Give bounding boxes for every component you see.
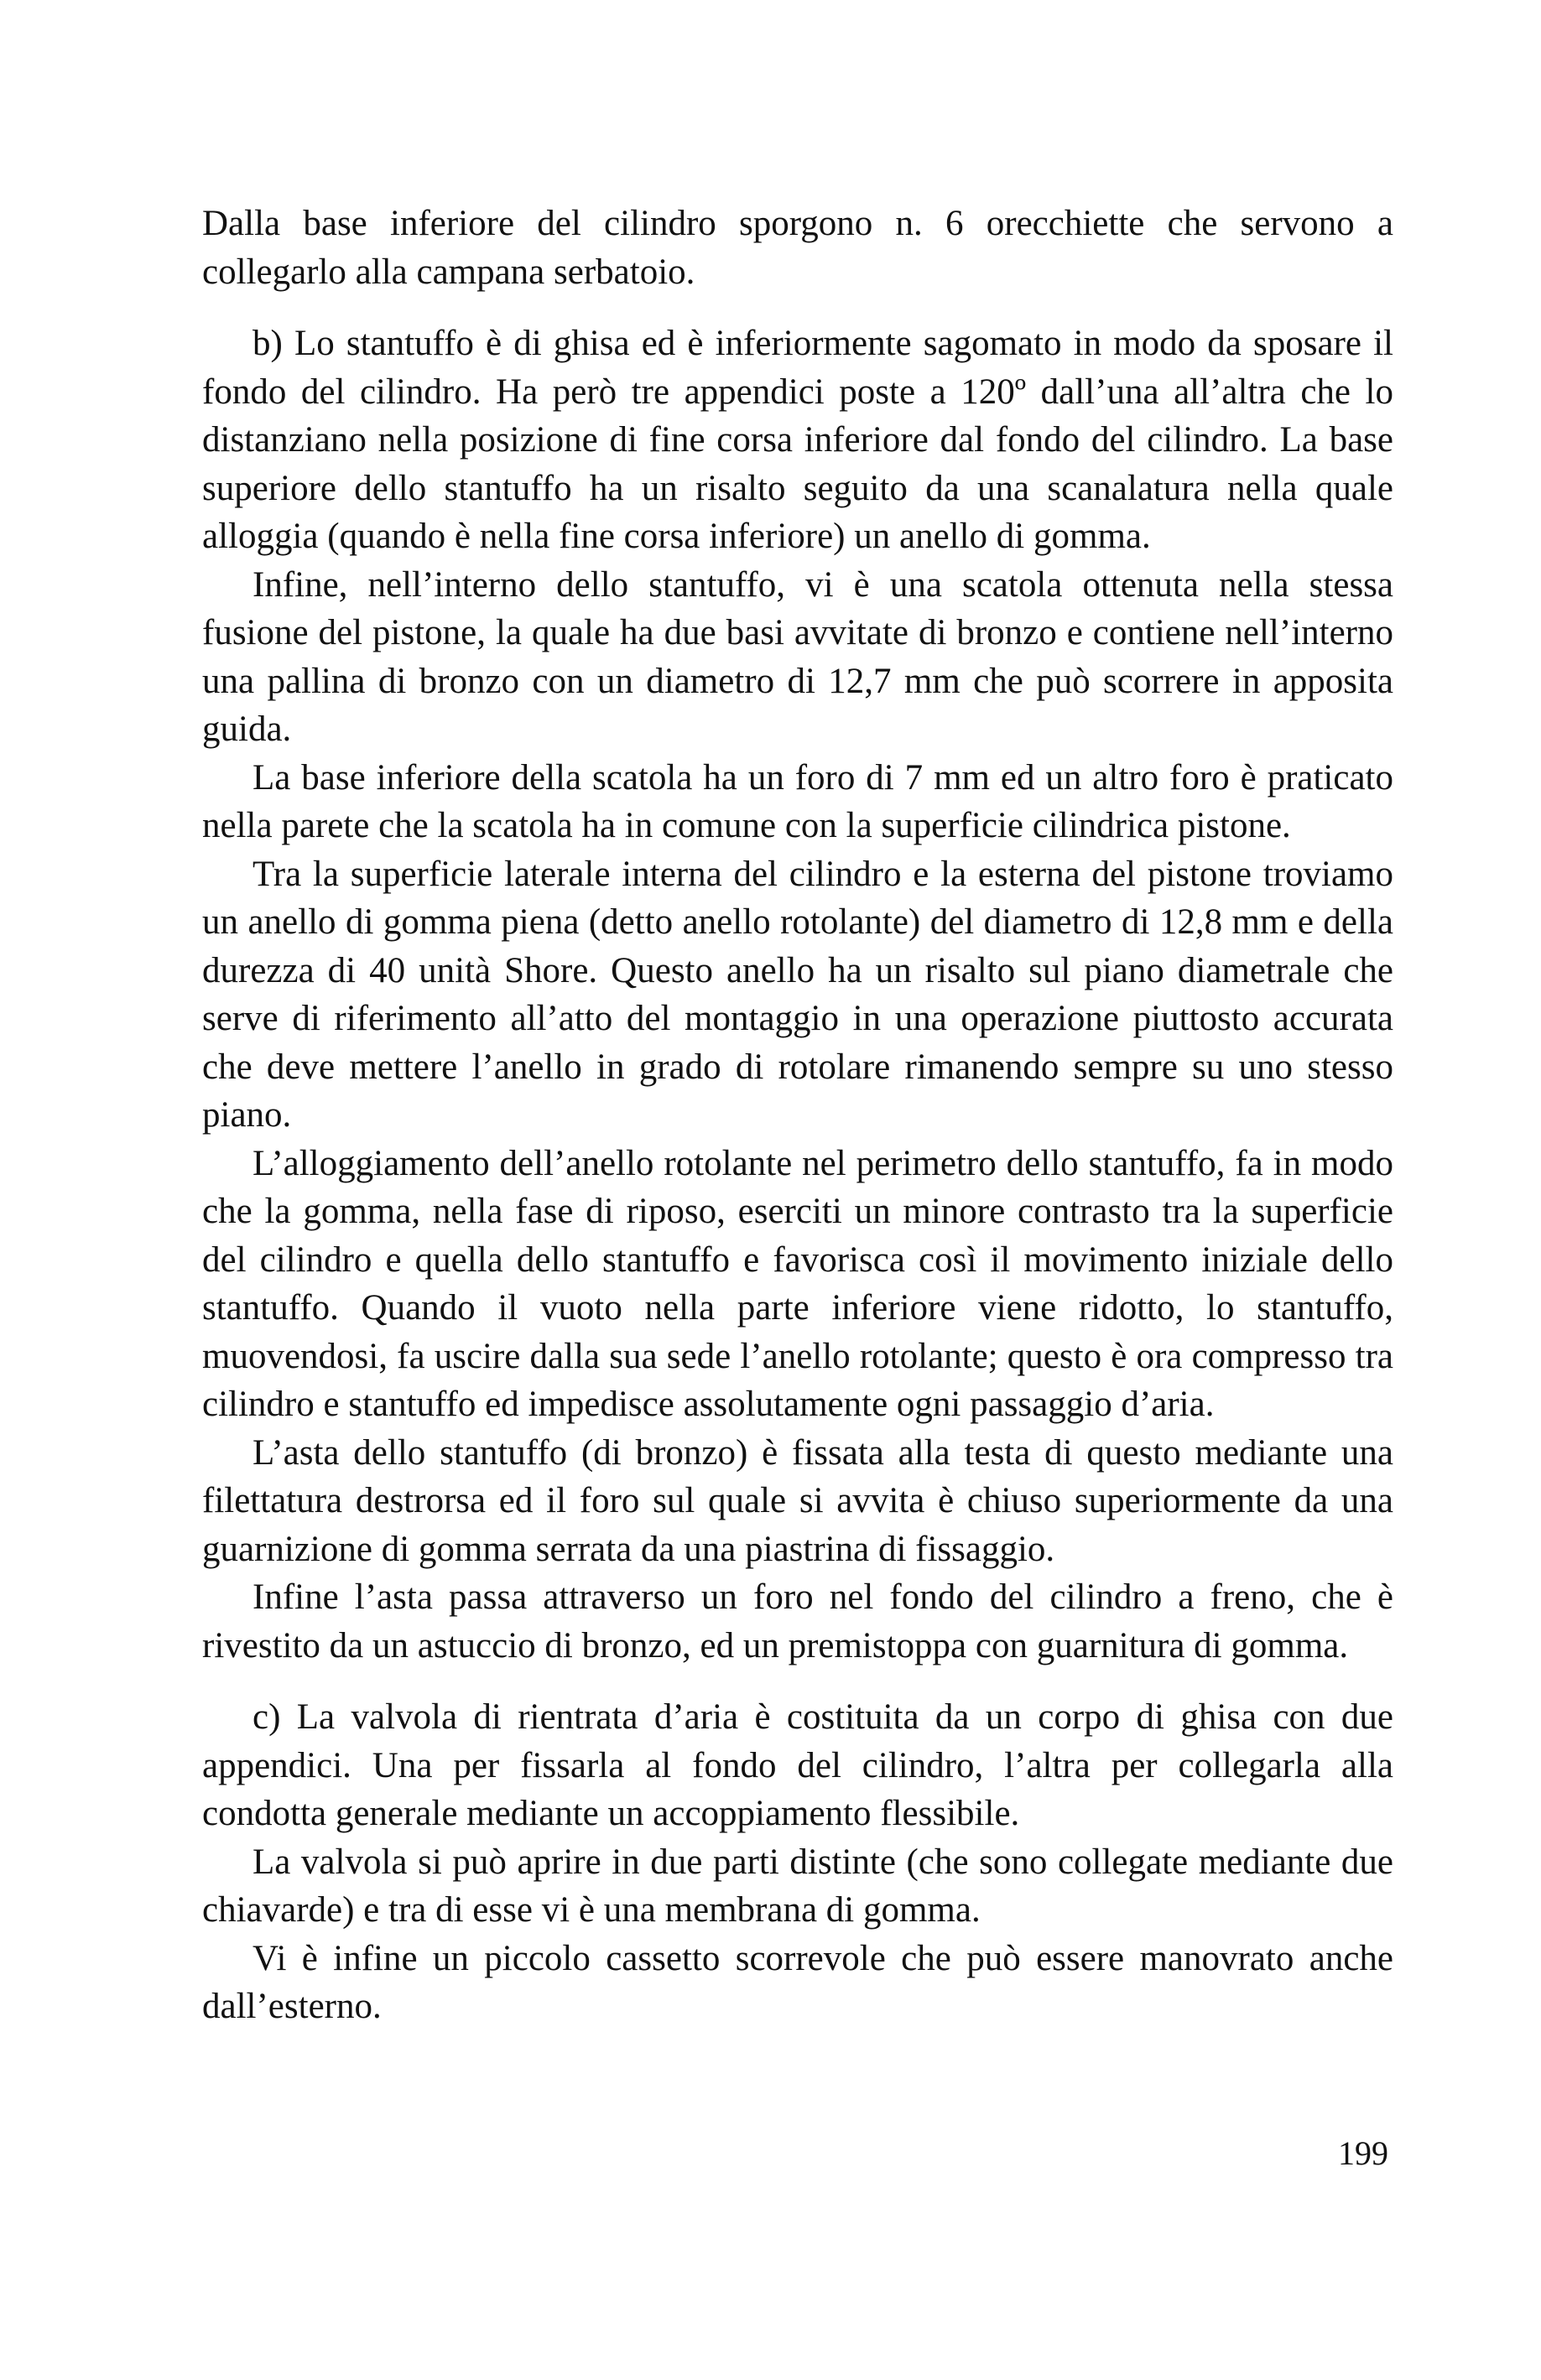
paragraph-b-infine: Infine, nell’interno dello stantuffo, vi è una scatola ottenuta nella stessa fusione del pistone, la quale ha due basi avvitate di bronzo e contiene nell’interno una pallina di bronzo con un diametro di 12,7 mm che può scorrere in apposita guida. (202, 564, 1393, 749)
paragraph-b-anello: Tra la superficie laterale interna del cilindro e la esterna del pistone troviamo un anello di gomma piena (detto anello rotolante) del diametro di 12,8 mm e della durezza di 40 unità Shore. Questo anello ha un risalto sul piano diametrale che serve di riferimento all’atto del montaggio in una operazione piuttosto accurata che deve mettere l’anello in grado di rotolare rimanendo sempre su uno stesso piano. (202, 854, 1393, 1135)
paragraph-b-infine-asta: Infine l’asta passa attraverso un foro nel fondo del cilindro a freno, che è rivestito da un astuccio di bronzo, ed un premistoppa con guarnitura di gomma. (202, 1577, 1393, 1665)
paragraph-intro: Dalla base inferiore del cilindro sporgono n. 6 orecchiette che servono a collegarlo alla campana serbatoio. (202, 204, 1393, 292)
paragraph-b-base: La base inferiore della scatola ha un foro di 7 mm ed un altro foro è praticato nella parete che la scatola ha in comune con la superficie cilindrica pistone. (202, 757, 1393, 845)
paragraph-c-cassetto: Vi è infine un piccolo cassetto scorrevole che può essere manovrato anche dall’esterno. (202, 1938, 1393, 2026)
paragraph-b: b) Lo stantuffo è di ghisa ed è inferiormente sagomato in modo da sposare il fondo del cilindro. Ha però tre appendici poste a 120º dall’una all’altra che lo distanziano nella posizione di fine corsa inferiore dal fondo del cilindro. La base superiore dello stantuffo ha un risalto seguito da una scanalatura nella quale alloggia (quando è nella fine corsa inferiore) un anello di gomma. (202, 324, 1393, 556)
paragraph-c-valvola: La valvola si può aprire in due parti distinte (che sono collegate mediante due chiavarde) e tra di esse vi è una membrana di gomma. (202, 1842, 1393, 1930)
paragraph-b-alloggiamento: L’alloggiamento dell’anello rotolante nel perimetro dello stantuffo, fa in modo che la gomma, nella fase di riposo, eserciti un minore contrasto tra la superficie del cilindro e quella dello stantuffo e favorisca così il movimento iniziale dello stantuffo. Quando il vuoto nella parte inferiore viene ridotto, lo stantuffo, muovendosi, fa uscire dalla sua sede l’anello rotolante; questo è ora compresso tra cilindro e stantuffo ed impedisce assolutamente ogni passaggio d’aria. (202, 1143, 1393, 1424)
page-number: 199 (1338, 2134, 1388, 2172)
paragraph-c: c) La valvola di rientrata d’aria è costituita da un corpo di ghisa con due appendici. Una per fissarla al fondo del cilindro, l’altra per collegarla alla condotta generale mediante un accoppiamento flessibile. (202, 1697, 1393, 1833)
page-body (202, 200, 1393, 2031)
paragraph-b-asta: L’asta dello stantuffo (di bronzo) è fissata alla testa di questo mediante una filettatura destrorsa ed il foro sul quale si avvita è chiuso superiormente da una guarnizione di gomma serrata da una piastrina di fissaggio. (202, 1432, 1393, 1569)
